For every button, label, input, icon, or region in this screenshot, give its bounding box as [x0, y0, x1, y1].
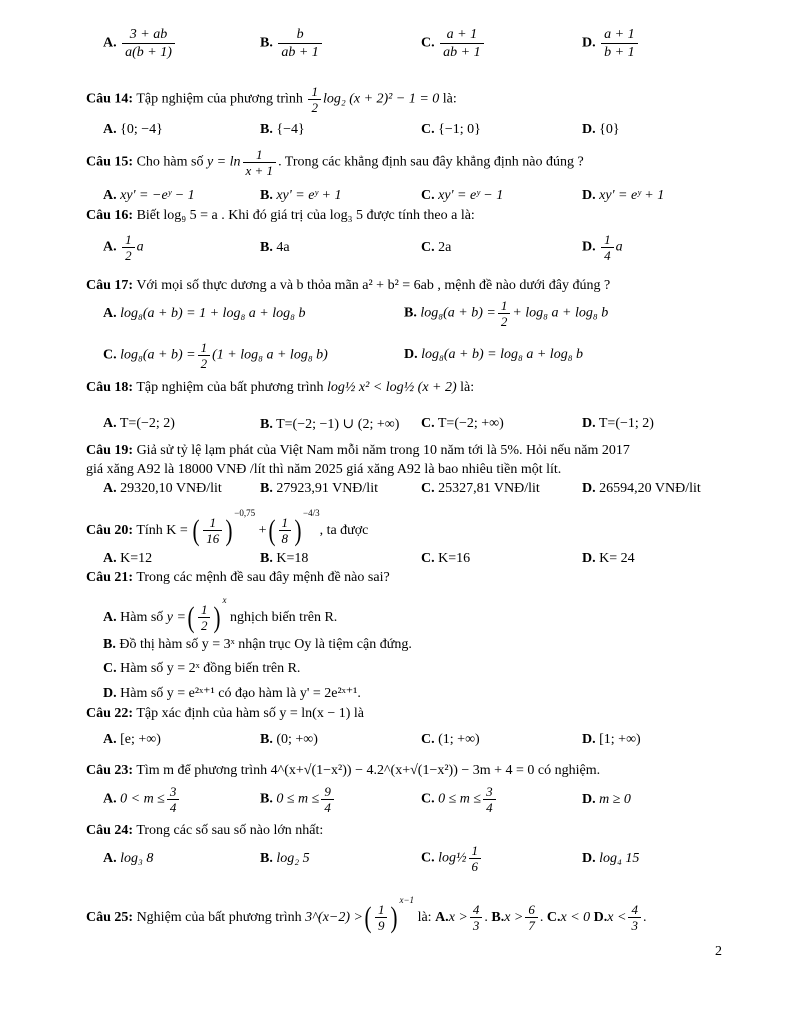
q14-stem	[86, 84, 457, 115]
q21-option-a: A. Hàm số y =( $\frac{1}{2}$ )$^x$ nghịch biến trên R.	[103, 595, 338, 634]
option-label: C.	[421, 850, 435, 866]
option-text: [1; +∞)	[599, 732, 641, 747]
denominator: 2	[125, 248, 132, 263]
option-label: D.	[582, 122, 596, 137]
equation: log₂ (x + 2)² − 1 = 0	[322, 91, 440, 107]
option-label: B.	[260, 851, 273, 866]
option-text: 26594,20 VNĐ/lit	[599, 481, 701, 496]
option-label: D.	[582, 792, 596, 807]
option-text: 25327,81 VNĐ/lit	[438, 481, 540, 496]
option-label: C.	[421, 551, 435, 566]
denominator: 2	[200, 356, 208, 371]
question-text: Tính K =	[136, 523, 188, 538]
fraction	[525, 902, 538, 933]
denominator: b + 1	[604, 45, 635, 60]
exponent: x−1	[399, 895, 415, 905]
exponent: −0,75	[234, 508, 256, 518]
denominator: 16	[206, 531, 220, 547]
q24-option-a	[103, 851, 153, 867]
q25-stem: Câu 25: Nghiệm của bất phương trình 3^(x−2) >( $\frac{1}{9}$ )$^{x-1}$ là: A.x > $\frac{4}{3}$ . B.x > $\frac{6}{7}$ . C.x < 0 D.x < $\frac{4}{3}$ .	[86, 895, 647, 934]
option-text: 29320,10 VNĐ/lit	[120, 481, 222, 496]
option-text: {0; −4}	[120, 122, 163, 137]
equation: 3^(x−2) >	[305, 910, 363, 925]
option-text: 4a	[276, 240, 290, 255]
option-text: K=16	[438, 551, 471, 566]
question-text: Tìm m để phương trình 4^(x+√(1−x²)) − 4.2^(x+√(1−x²)) − 3m + 4 = 0 có nghiệm.	[136, 763, 601, 778]
operator: +	[258, 523, 267, 538]
denominator: 7	[528, 918, 535, 934]
fraction	[601, 232, 614, 263]
option-label: D.	[582, 732, 596, 747]
option-text: [e; +∞)	[120, 732, 161, 747]
option-label: A.	[435, 910, 449, 925]
option-text: T=(−2; −1) ∪ (2; +∞)	[276, 417, 400, 432]
denominator: 6	[471, 859, 479, 874]
option-label: D.	[582, 481, 596, 496]
numerator: a + 1	[601, 26, 637, 44]
option-text: xy' = eʸ + 1	[599, 188, 665, 203]
question-label: Câu 25:	[86, 910, 134, 925]
option-label: B.	[404, 305, 417, 321]
option-text: K= 24	[599, 551, 635, 566]
q19-stem-line2	[86, 462, 561, 478]
numerator: b	[278, 26, 321, 44]
numerator: 1	[122, 232, 135, 248]
q24-option-c	[421, 843, 483, 874]
option-text: xy' = eʸ − 1	[438, 188, 504, 203]
denominator: 2	[200, 618, 208, 634]
option-text: K=18	[276, 551, 309, 566]
option-text: log₈(a + b) = 1 + log₈ a + log₈ b	[120, 306, 306, 321]
question-text: . Trong các khẳng định sau đây khẳng định nào đúng ?	[278, 154, 584, 170]
question-label: Câu 20:	[86, 523, 134, 538]
q13-option-c	[421, 26, 486, 61]
page-number: 2	[715, 944, 722, 959]
option-label: D.	[103, 686, 117, 701]
q21-option-c	[103, 661, 300, 677]
numerator: 3	[483, 784, 496, 800]
fraction	[198, 340, 211, 371]
numerator: 1	[198, 602, 211, 618]
numerator: 1	[198, 340, 211, 356]
option-label: B.	[260, 35, 273, 51]
denominator: 4	[486, 800, 493, 815]
numerator: 3	[167, 784, 180, 800]
q19-option-b	[260, 481, 378, 497]
option-text: (0; +∞)	[276, 732, 318, 747]
q19-option-d	[582, 481, 701, 497]
option-label: A.	[103, 35, 117, 51]
q17-option-a	[103, 306, 306, 322]
fraction	[279, 515, 292, 546]
fraction	[498, 298, 511, 329]
option-text: xy' = eʸ + 1	[276, 188, 342, 203]
q18-option-d	[582, 416, 654, 432]
question-label: Câu 21:	[86, 570, 134, 585]
option-text: x < 0	[560, 910, 591, 925]
option-text: 0 < m ≤	[120, 791, 165, 807]
option-text: log½	[438, 850, 467, 866]
denominator: 4	[169, 800, 177, 815]
fraction	[469, 843, 482, 874]
denominator: 2	[500, 314, 508, 329]
option-label: A.	[103, 188, 117, 203]
fraction	[167, 784, 180, 815]
q17-option-d	[404, 347, 583, 363]
option-label: C.	[103, 661, 117, 676]
q23-stem	[86, 763, 600, 779]
option-label: B.	[260, 732, 273, 747]
exponent: −4/3	[303, 508, 320, 518]
option-label: A.	[103, 551, 117, 566]
denominator: 3	[631, 918, 638, 934]
option-text: (1; +∞)	[438, 732, 480, 747]
option-label: B.	[103, 637, 116, 652]
option-label: B.	[260, 791, 273, 807]
q19-option-a	[103, 481, 222, 497]
q19-stem	[86, 443, 630, 459]
q16-stem	[86, 208, 475, 224]
q15-option-d	[582, 188, 664, 204]
option-text: x >	[504, 910, 524, 925]
numerator: 1	[498, 298, 511, 314]
option-text: {−1; 0}	[438, 122, 481, 137]
option-text: x <	[607, 910, 627, 925]
q24-option-d	[582, 851, 639, 867]
numerator: 6	[525, 902, 538, 918]
option-label: A.	[103, 851, 117, 866]
option-text: (1 + log₈ a + log₈ b)	[212, 347, 328, 363]
option-label: A.	[103, 122, 117, 137]
question-text: là:	[417, 910, 432, 925]
fraction	[243, 147, 277, 178]
q21-stem	[86, 570, 390, 586]
option-text: 0 ≤ m ≤	[276, 791, 320, 807]
option-label: A.	[103, 791, 117, 807]
fraction	[308, 84, 321, 115]
question-text: Cho hàm số	[136, 154, 204, 170]
option-label: A.	[103, 481, 117, 496]
question-text: giá xăng A92 là 18000 VNĐ /lít thì năm 2025 giá xăng A92 là bao nhiêu tiền một lít.	[86, 462, 562, 477]
fraction	[470, 902, 483, 933]
option-label: B.	[260, 481, 273, 496]
denominator: 4	[324, 800, 331, 815]
option-label: A.	[103, 732, 117, 747]
option-text: log₈(a + b) =	[120, 347, 196, 363]
option-label: C.	[421, 416, 435, 431]
q24-option-b	[260, 851, 310, 867]
fraction	[483, 784, 496, 815]
q18-stem	[86, 380, 474, 396]
numerator: a + 1	[440, 26, 483, 44]
option-label: A.	[103, 416, 117, 431]
q20-option-b	[260, 551, 308, 567]
q23-option-b	[260, 784, 336, 815]
denominator: 4	[604, 248, 611, 263]
denominator: ab + 1	[443, 45, 481, 60]
denominator: 9	[377, 918, 385, 934]
question-label: Câu 15:	[86, 154, 134, 170]
option-label: A.	[103, 610, 117, 625]
q15-option-a	[103, 188, 195, 204]
fraction	[203, 515, 222, 546]
q13-option-a	[103, 26, 177, 61]
option-label: C.	[421, 732, 435, 747]
q23-option-a	[103, 784, 181, 815]
option-text: a	[615, 239, 623, 255]
q20-option-d	[582, 551, 635, 567]
option-label: D.	[582, 551, 596, 566]
option-text: log₄ 15	[599, 851, 640, 866]
q16-option-a	[103, 232, 144, 263]
option-text: T=(−1; 2)	[598, 416, 654, 431]
option-text: log₂ 5	[276, 851, 310, 866]
option-text: log₈(a + b) = log₈ a + log₈ b	[421, 347, 584, 362]
q15-option-c	[421, 188, 503, 204]
option-label: D.	[593, 910, 608, 925]
numerator: 4	[628, 902, 641, 918]
q14-option-a	[103, 122, 163, 138]
fraction	[375, 902, 388, 933]
q14-option-d	[582, 122, 620, 138]
fraction	[198, 602, 211, 633]
q19-option-c	[421, 481, 540, 497]
question-text: Giả sử tỷ lệ lạm phát của Việt Nam mỗi năm trong 10 năm tới là 5%. Hỏi nếu năm 2017	[136, 443, 630, 458]
option-text: log₃ 8	[120, 851, 154, 866]
option-text: Hàm số y = 2ˣ đồng biến trên R.	[120, 661, 301, 676]
numerator: 1	[375, 902, 388, 918]
q20-option-c	[421, 551, 470, 567]
denominator: 3	[472, 918, 480, 934]
equation: y =	[166, 610, 186, 625]
option-text: 0 ≤ m ≤	[438, 791, 482, 807]
q18-option-b	[260, 416, 399, 433]
numerator: 9	[321, 784, 334, 800]
denominator: ab + 1	[281, 45, 319, 60]
equation: log½ x² < log½ (x + 2)	[327, 380, 457, 395]
fraction	[122, 232, 135, 263]
option-label: B.	[260, 122, 273, 137]
question-label: Câu 17:	[86, 278, 134, 293]
option-text: xy' = −eʸ − 1	[120, 188, 195, 203]
option-label: C.	[421, 35, 435, 51]
option-label: B.	[260, 417, 273, 432]
q22-option-d	[582, 732, 641, 748]
q16-option-c	[421, 240, 451, 256]
option-text: Hàm số y = e²ˣ⁺¹ có đạo hàm là y' = 2e²ˣ⁺¹.	[120, 686, 361, 701]
q22-option-a	[103, 732, 161, 748]
numerator: 1	[308, 84, 321, 100]
question-label: Câu 22:	[86, 706, 134, 721]
q16-option-b	[260, 240, 290, 256]
q15-stem	[86, 147, 584, 178]
option-text: T=(−2; 2)	[119, 416, 175, 431]
fraction	[321, 784, 334, 815]
fraction	[122, 26, 175, 61]
option-label: C.	[421, 791, 435, 807]
question-text: Tập nghiệm của bất phương trình	[136, 380, 324, 395]
q15-option-b	[260, 188, 341, 204]
q20-stem: Câu 20: Tính K = ( $\frac{1}{16}$ )$^{-0,75}$ +( $\frac{1}{8}$ )$^{-4/3}$, ta được	[86, 508, 369, 547]
option-label: A.	[103, 306, 117, 321]
q22-option-b	[260, 732, 318, 748]
option-label: C.	[421, 240, 435, 255]
q14-option-b	[260, 122, 305, 138]
option-label: D.	[582, 239, 596, 255]
option-text: K=12	[120, 551, 153, 566]
question-label: Câu 14:	[86, 91, 134, 107]
option-text: Hàm số	[120, 610, 164, 625]
numerator: 1	[243, 147, 277, 163]
numerator: 1	[469, 843, 482, 859]
option-label: D.	[582, 416, 596, 431]
question-text: là:	[460, 380, 475, 395]
question-label: Câu 19:	[86, 443, 134, 458]
fraction	[278, 26, 321, 61]
exponent: x	[222, 595, 227, 605]
option-text: {−4}	[276, 122, 305, 137]
option-label: B.	[260, 188, 273, 203]
question-text: Với mọi số thực dương a và b thỏa mãn a² + b² = 6ab , mệnh đề nào dưới đây đúng ?	[136, 278, 611, 293]
option-label: B.	[491, 910, 505, 925]
q24-stem	[86, 823, 323, 839]
option-text: m ≥ 0	[599, 792, 631, 807]
question-label: Câu 23:	[86, 763, 134, 778]
q21-option-b	[103, 637, 412, 653]
option-text: a	[136, 239, 144, 255]
option-label: C.	[103, 347, 117, 363]
fraction	[440, 26, 483, 61]
q16-option-d	[582, 232, 623, 263]
option-label: D.	[582, 851, 596, 866]
denominator: 2	[311, 100, 318, 115]
q18-option-c	[421, 416, 504, 432]
option-label: D.	[582, 35, 596, 51]
option-text: nghịch biến trên R.	[229, 610, 338, 625]
option-label: D.	[582, 188, 596, 203]
question-text: Trong các số sau số nào lớn nhất:	[136, 823, 324, 838]
option-text: + log₈ a + log₈ b	[512, 305, 609, 321]
option-label: D.	[404, 347, 418, 362]
q21-option-d	[103, 685, 361, 702]
option-text: log₈(a + b) =	[420, 305, 496, 321]
option-text: Đồ thị hàm số y = 3ˣ nhận trục Oy là tiệm cận đứng.	[119, 637, 412, 652]
option-text: {0}	[599, 122, 620, 137]
question-text: Trong các mệnh đề sau đây mệnh đề nào sai?	[136, 570, 390, 585]
question-label: Câu 16:	[86, 208, 134, 223]
option-label: C.	[421, 122, 435, 137]
q13-option-b	[260, 26, 324, 61]
equation: y = ln	[206, 154, 241, 170]
q23-option-c	[421, 784, 498, 815]
option-label: C.	[421, 188, 435, 203]
q17-option-c	[103, 340, 328, 371]
option-text: 2a	[438, 240, 452, 255]
q17-option-b	[404, 298, 608, 329]
question-text: , ta được	[319, 523, 369, 538]
option-label: B.	[260, 240, 273, 255]
question-label: Câu 24:	[86, 823, 134, 838]
option-label: C.	[421, 481, 435, 496]
question-text: Biết log₉ 5 = a . Khi đó giá trị của log₃ 5 được tính theo a là:	[136, 208, 475, 223]
fraction	[601, 26, 637, 61]
numerator: 1	[279, 515, 292, 531]
numerator: 4	[470, 902, 483, 918]
numerator: 1	[203, 515, 222, 531]
q14-option-c	[421, 122, 481, 138]
question-text: là:	[442, 91, 457, 107]
question-text: Nghiệm của bất phương trình	[136, 910, 302, 925]
q18-option-a	[103, 416, 175, 432]
option-text: 27923,91 VNĐ/lit	[276, 481, 378, 496]
option-text: x >	[448, 910, 468, 925]
q17-stem	[86, 278, 610, 294]
q13-option-d	[582, 26, 640, 61]
question-text: Tập nghiệm của phương trình	[136, 91, 303, 107]
q22-stem	[86, 706, 364, 722]
q23-option-d	[582, 792, 631, 808]
denominator: x + 1	[245, 163, 274, 178]
denominator: a(b + 1)	[125, 45, 172, 60]
option-label: A.	[103, 239, 117, 255]
q20-option-a	[103, 551, 152, 567]
question-text: Tập xác định của hàm số y = ln(x − 1) là	[136, 706, 364, 721]
numerator: 3 + ab	[122, 26, 175, 44]
option-label: B.	[260, 551, 273, 566]
numerator: 1	[601, 232, 614, 248]
question-label: Câu 18:	[86, 380, 134, 395]
denominator: 8	[281, 531, 288, 547]
option-label: C.	[546, 910, 561, 925]
fraction	[628, 902, 641, 933]
option-text: T=(−2; +∞)	[437, 416, 504, 431]
q22-option-c	[421, 732, 480, 748]
